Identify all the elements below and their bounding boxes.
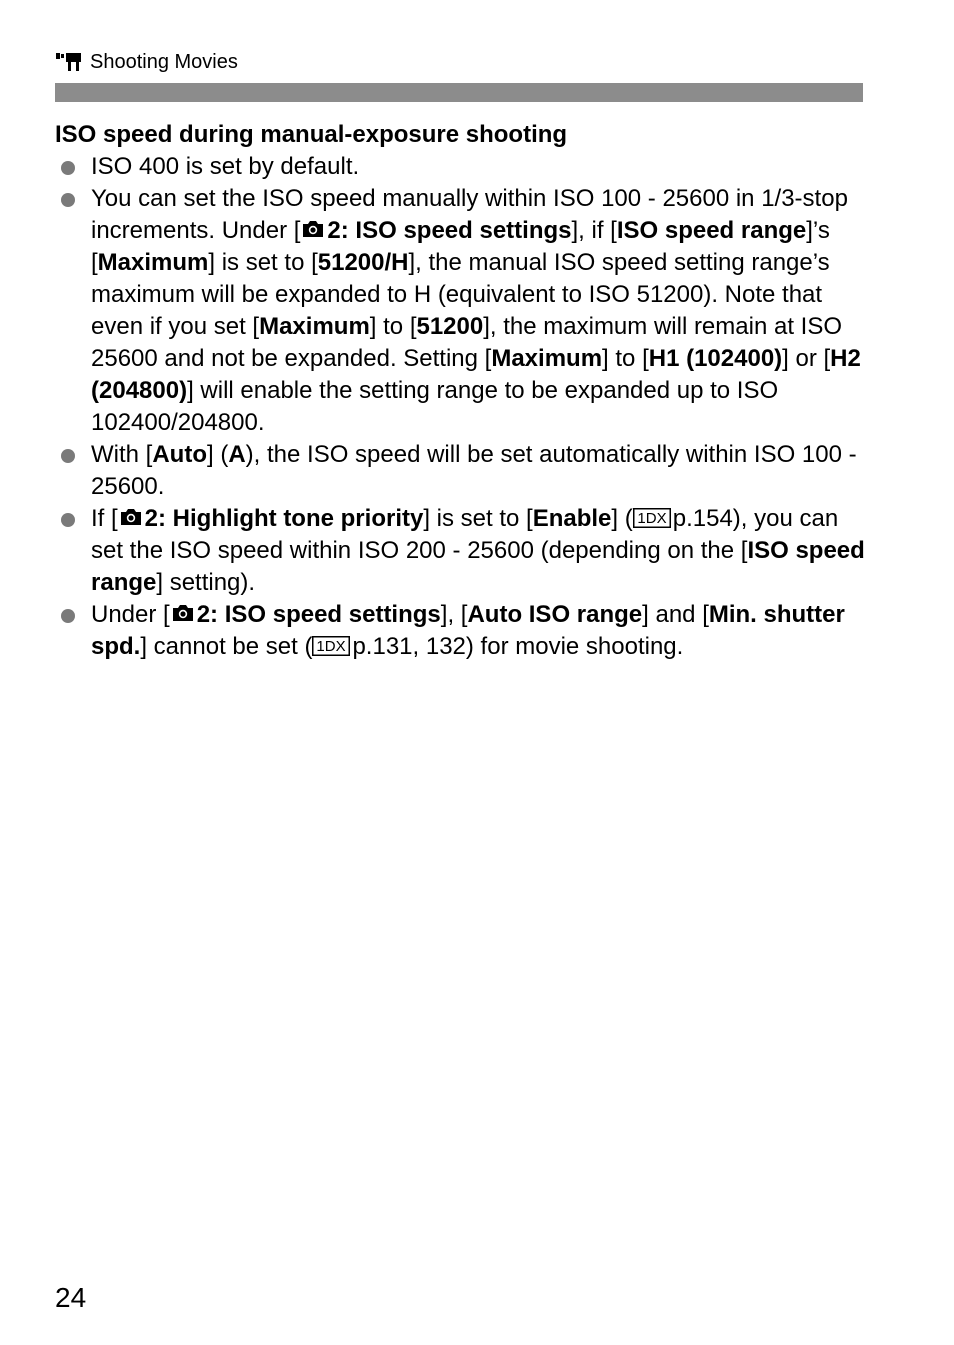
- bullet-icon: [61, 513, 75, 527]
- page-header: [56, 48, 238, 76]
- bullet-icon: [61, 609, 75, 623]
- list-item: [55, 599, 865, 663]
- setting-name: Auto ISO range: [467, 601, 643, 628]
- list-item: [55, 183, 865, 439]
- bullet-text: ] (: [611, 505, 633, 532]
- bullet-text: ], the manual ISO speed setting range’s maximum will be expanded to H (equivalent to ISO 51200). Note that even if you set [: [91, 249, 830, 340]
- bullet-text: If [: [91, 505, 118, 532]
- list-item: [55, 439, 865, 503]
- camera-icon: [170, 603, 196, 623]
- bullet-text: ] to [: [369, 313, 417, 340]
- bullet-text: ] setting).: [156, 569, 256, 596]
- bullet-icon: [61, 449, 75, 463]
- bullet-text: ] and [: [642, 601, 709, 628]
- bullet-icon: [61, 193, 75, 207]
- section-title: ISO speed during manual-exposure shooting: [55, 121, 568, 148]
- bullet-text: ] to [: [602, 345, 649, 372]
- header-title: Shooting Movies: [90, 51, 238, 73]
- bullet-text: ], if [: [571, 217, 617, 244]
- setting-value: A: [228, 441, 246, 468]
- setting-value: 51200/H: [317, 249, 409, 276]
- bullet-text: ] is set to [: [208, 249, 318, 276]
- setting-name: ISO speed range: [91, 537, 865, 596]
- page-reference-icon: [312, 636, 350, 656]
- camera-icon: [118, 507, 144, 527]
- bullet-text: ] (: [207, 441, 229, 468]
- list-item: [55, 151, 865, 183]
- bullet-text: You can set the ISO speed manually within ISO 100 - 25600 in 1/3-stop increments. Under [: [91, 185, 848, 244]
- page-number: 24: [55, 1282, 87, 1313]
- bullet-text: p.154), you can set the ISO speed within ISO 200 - 25600 (depending on the [: [91, 505, 839, 564]
- setting-value: Enable: [532, 505, 612, 532]
- setting-value: H1 (102400): [648, 345, 783, 372]
- bullet-text: Under [: [91, 601, 170, 628]
- bullet-text: p.131, 132) for movie shooting.: [352, 633, 684, 660]
- bullet-text: ] is set to [: [423, 505, 533, 532]
- bullet-icon: [61, 161, 75, 175]
- svg-text:1DX: 1DX: [637, 510, 667, 527]
- bullet-text: ], the maximum will remain at ISO 25600 and not be expanded. Setting [: [91, 313, 842, 372]
- movie-camera-icon: [56, 52, 82, 72]
- menu-name: 2: Highlight tone priority: [144, 505, 424, 532]
- bullet-text: ISO 400 is set by default.: [91, 153, 360, 180]
- setting-name: Maximum: [259, 313, 370, 340]
- bullet-text: ], [: [440, 601, 468, 628]
- page-reference-icon: [633, 508, 671, 528]
- bullet-text: ] cannot be set (: [140, 633, 313, 660]
- setting-name: ISO speed range: [616, 217, 807, 244]
- bullet-text: ] or [: [782, 345, 831, 372]
- menu-name: 2: ISO speed settings: [327, 217, 572, 244]
- bullet-list: [55, 151, 865, 663]
- setting-name: Min. shutter spd.: [91, 601, 845, 660]
- main-content: [55, 119, 865, 663]
- setting-value: Auto: [152, 441, 207, 468]
- camera-icon: [300, 219, 326, 239]
- svg-text:1DX: 1DX: [316, 638, 347, 655]
- menu-name: 2: ISO speed settings: [196, 601, 441, 628]
- setting-name: Maximum: [97, 249, 209, 276]
- setting-value: 51200: [416, 313, 484, 340]
- list-item: [55, 503, 865, 599]
- setting-name: Maximum: [491, 345, 603, 372]
- bullet-text: With [: [91, 441, 153, 468]
- bullet-text: ), the ISO speed will be set automatically within ISO 100 - 25600.: [91, 441, 857, 500]
- bullet-text: ]’s [: [91, 217, 830, 276]
- setting-value: H2 (204800): [91, 345, 861, 404]
- bullet-text: ] will enable the setting range to be expanded up to ISO 102400/204800.: [91, 377, 779, 436]
- header-divider-bar: [55, 83, 863, 102]
